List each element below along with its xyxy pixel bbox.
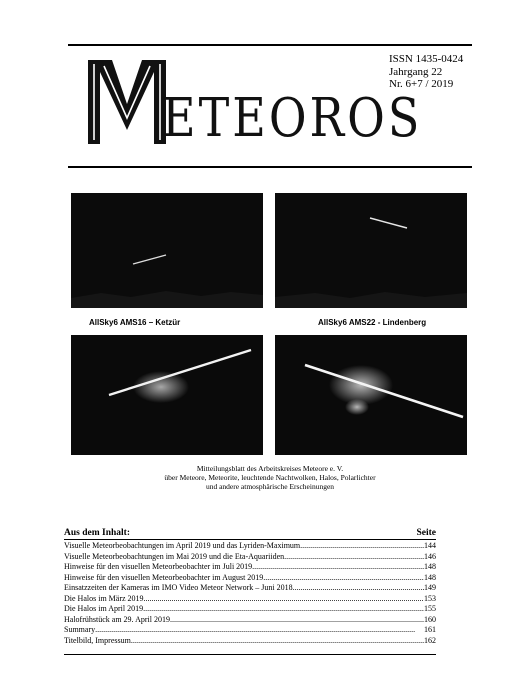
- description-line: Mitteilungsblatt des Arbeitskreises Meteore e. V.: [196, 464, 344, 473]
- toc-title: Die Halos im April 2019: [64, 604, 144, 613]
- toc-header: [64, 528, 436, 540]
- toc-title: Visuelle Meteorbeobachtungen im Mai 2019 und die Eta-Aquariiden: [64, 551, 285, 561]
- toc-entry: [64, 604, 436, 615]
- header-rule: [68, 166, 472, 168]
- issn: ISSN 1435-0424: [389, 53, 464, 65]
- toc-entry: [64, 583, 436, 594]
- toc-page: 144: [424, 541, 436, 550]
- toc-page: 148: [424, 562, 436, 571]
- issue-meta: [389, 53, 463, 91]
- toc-entry: [64, 541, 436, 552]
- issue-number: Nr. 6+7 / 2019: [389, 78, 454, 90]
- table-of-contents: [64, 528, 436, 646]
- toc-page: 161: [424, 625, 436, 634]
- toc-page: 146: [424, 551, 436, 561]
- description-line: über Meteore, Meteorite, leuchtende Nachtwolken, Halos, Polarlichter: [164, 473, 376, 482]
- toc-title: Hinweise für den visuellen Meteorbeobachter im August 2019: [64, 572, 264, 582]
- bottom-rule: [64, 654, 436, 655]
- toc-entry: [64, 552, 436, 563]
- toc-title: Die Halos im März 2019: [64, 593, 144, 603]
- meteor-closeup-ams22: [275, 335, 467, 455]
- publication-description: [100, 464, 440, 491]
- toc-title: Hinweise für den visuellen Meteorbeobachter im Juli 2019: [64, 562, 253, 571]
- toc-title: Summary: [64, 625, 96, 634]
- toc-page: 153: [424, 593, 436, 603]
- toc-entry: [64, 625, 436, 636]
- toc-page: 155: [424, 604, 436, 613]
- description-line: und andere atmosphärische Erscheinungen: [205, 482, 335, 491]
- toc-title: Visuelle Meteorbeobachtungen im April 2019 und das Lyriden-Maximum: [64, 541, 301, 550]
- top-rule: [68, 44, 472, 46]
- caption-ams16: AllSky6 AMS16 – Ketzür: [89, 318, 181, 327]
- toc-title: Halofrühstück am 29. April 2019: [64, 614, 170, 624]
- toc-page-heading: Seite: [416, 528, 436, 538]
- toc-entry: [64, 594, 436, 605]
- toc-entry: [64, 636, 436, 647]
- meteor-closeup-ams16: [71, 335, 263, 455]
- toc-page: 149: [424, 583, 436, 592]
- toc-entry: [64, 615, 436, 626]
- toc-title: Einsatzzeiten der Kameras im IMO Video Meteor Network – Juni 2018: [64, 583, 293, 592]
- meteoros-logo: [86, 52, 168, 152]
- meteor-photo-ams22: [275, 193, 467, 308]
- toc-page: 162: [424, 635, 436, 645]
- toc-entry: [64, 562, 436, 573]
- caption-ams22: AllSky6 AMS22 - Lindenberg: [318, 318, 427, 327]
- volume: Jahrgang 22: [389, 65, 443, 78]
- meteor-photo-ams16: [71, 193, 263, 308]
- toc-title: Titelbild, Impressum: [64, 635, 131, 645]
- toc-page: 160: [424, 614, 436, 624]
- toc-page: 148: [424, 572, 436, 582]
- magazine-title: ETEOROS: [162, 86, 423, 149]
- toc-heading: Aus dem Inhalt:: [64, 528, 130, 538]
- toc-entry: [64, 573, 436, 584]
